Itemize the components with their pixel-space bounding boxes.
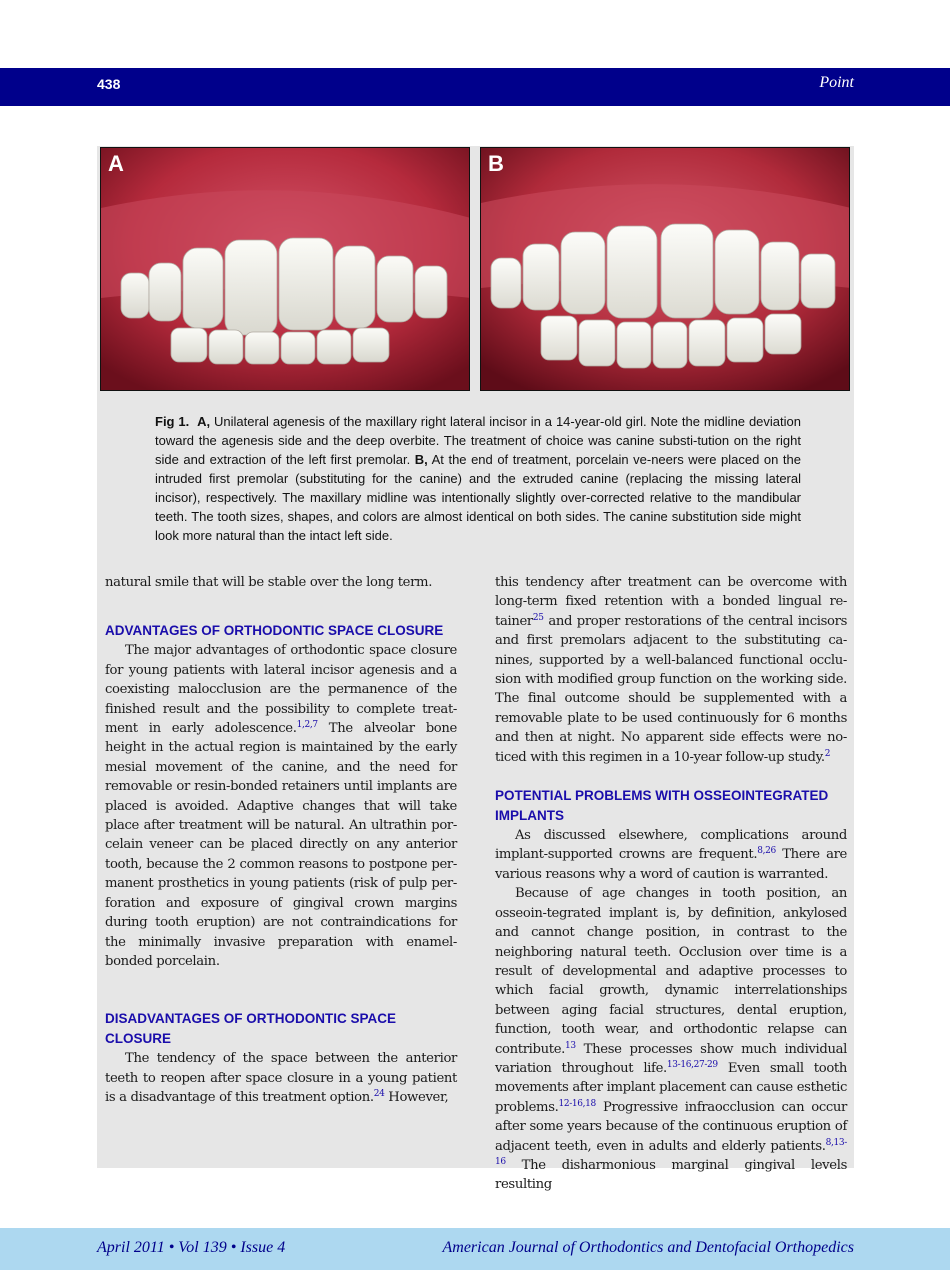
left-paragraph-disadvantages: The tendency of the space between the anterior teeth to reopen after space closure in a young patient is a disadvantage of this treatment option.$^{24}$ However, bbox=[105, 1051, 457, 1106]
left-column bbox=[105, 573, 457, 1108]
caption-a-text: Unilateral agenesis of the maxillary right lateral incisor in a 14-year-old girl. Note the midline deviation toward the agenesis side and the deep overbite. The treatment of choice was canine substi-tution on the right side and extraction of the left first premolar. bbox=[155, 414, 801, 467]
content-panel bbox=[97, 146, 854, 1193]
footer-journal-name: American Journal of Orthodontics and Dentofacial Orthopedics bbox=[442, 1239, 854, 1256]
left-paragraph-advantages: The major advantages of orthodontic space closure for young patients with lateral incisor agenesis and a coexisting malocclusion are the permanence of the finished result and the possibility to complete treat-ment in early adolescence.$^{1,2,7}$ The alveolar bone height in the actual region is maintained by the early mesial movement of the canine, and the need for removable or resin-bonded retainers until implants are placed is avoided. Adaptive changes that will take place after treatment will be natural. An ultrathin por-celain veneer can be placed directly on any anterior tooth, because the 2 common reasons to postpone per-manent prosthetics in young patients (risk of pulp per-foration and exposure of gingival crown margins during tooth eruption) are not contraindications for the minimally invasive preparation with enamel-bonded porcelain. bbox=[105, 643, 457, 969]
caption-b-label: B, bbox=[414, 452, 428, 467]
caption-a-label: A, bbox=[197, 414, 211, 429]
reference-link[interactable]: 2 bbox=[824, 748, 831, 759]
right-column bbox=[495, 573, 847, 1195]
footer-issue-info: April 2011 • Vol 139 • Issue 4 bbox=[97, 1239, 286, 1256]
left-paragraph-continuation: natural smile that will be stable over the long term. bbox=[105, 575, 433, 590]
panel-label-b: B bbox=[488, 151, 504, 176]
right-paragraph-complications: As discussed elsewhere, complications around implant-supported crowns are frequent.$^{8,26}$ There are various reasons why a word of caution is warranted. bbox=[495, 828, 847, 882]
figure-photo-b bbox=[480, 147, 850, 391]
reference-link[interactable]: 12-16,18 bbox=[558, 1098, 596, 1109]
right-paragraph-continuation: this tendency after treatment can be overcome with long-term fixed retention with a bonded lingual re-tainer$^{25}$ and proper restorations of the central incisors and first premolars adjacent to the substituting ca-nines, supported by a well-balanced functional occlu-sion with modified group function on the working side. The final outcome should be supplemented with a removable plate to be used continuously for 6 months and then at night. No apparent side effects were no-ticed with this regimen in a 10-year follow-up study.$^2$ bbox=[495, 575, 847, 765]
header-bar bbox=[0, 68, 950, 106]
page-number: 438 bbox=[97, 76, 121, 92]
reference-link[interactable]: 24 bbox=[373, 1089, 385, 1100]
section-heading-advantages: ADVANTAGES OF ORTHODONTIC SPACE CLOSURE bbox=[105, 623, 444, 639]
reference-link[interactable]: 8,13-16 bbox=[495, 1137, 847, 1167]
reference-link[interactable]: 1,2,7 bbox=[296, 720, 318, 731]
figure-caption bbox=[155, 412, 801, 545]
reference-link[interactable]: 13 bbox=[565, 1040, 576, 1051]
panel-label-a: A bbox=[108, 151, 124, 176]
figure-photo-a bbox=[100, 147, 470, 391]
right-paragraph-age-changes: Because of age changes in tooth position, an osseoin-tegrated implant is, by definition, ankylosed and cannot change position, in contrast to the neighboring natural teeth. Occlusion over time is a result of developmental and adaptive processes to which facial growth, dynamic interrelationships between aging facial structures, dental eruption, function, tooth wear, and orthodontic relapse can contribute.$^{13}$ These processes show much individual variation throughout life.$^{13-16,27-29}$ Even small tooth movements after implant placement can cause esthetic problems.$^{12-16,18}$ Progressive infraocclusion can occur after some years because of the continuous eruption of adjacent teeth, even in adults and elderly patients.$^{8,13-16}$ The disharmonious marginal gingival levels resulting bbox=[495, 886, 847, 1193]
reference-link[interactable]: 8,26 bbox=[757, 846, 776, 857]
reference-link[interactable]: 13-16,27-29 bbox=[666, 1059, 718, 1070]
running-head: Point bbox=[819, 74, 854, 91]
caption-b-text: At the end of treatment, porcelain ve-neers were placed on the intruded first premolar (substituting for the canine) and the extruded canine (replacing the missing lateral incisor), respectively. The maxillary midline was intentionally slightly over-corrected relative to the mandibular teeth. The tooth sizes, shapes, and colors are almost identical on both sides. The canine substitution side might look more natural than the intact left side. bbox=[155, 452, 801, 543]
section-heading-disadvantages: DISADVANTAGES OF ORTHODONTIC SPACE CLOSURE bbox=[105, 1011, 397, 1047]
reference-link[interactable]: 25 bbox=[532, 612, 544, 623]
section-heading-implants: POTENTIAL PROBLEMS WITH OSSEOINTEGRATED IMPLANTS bbox=[495, 788, 829, 824]
footer-bar bbox=[0, 1228, 950, 1270]
caption-fig-label: Fig 1. bbox=[155, 414, 190, 429]
